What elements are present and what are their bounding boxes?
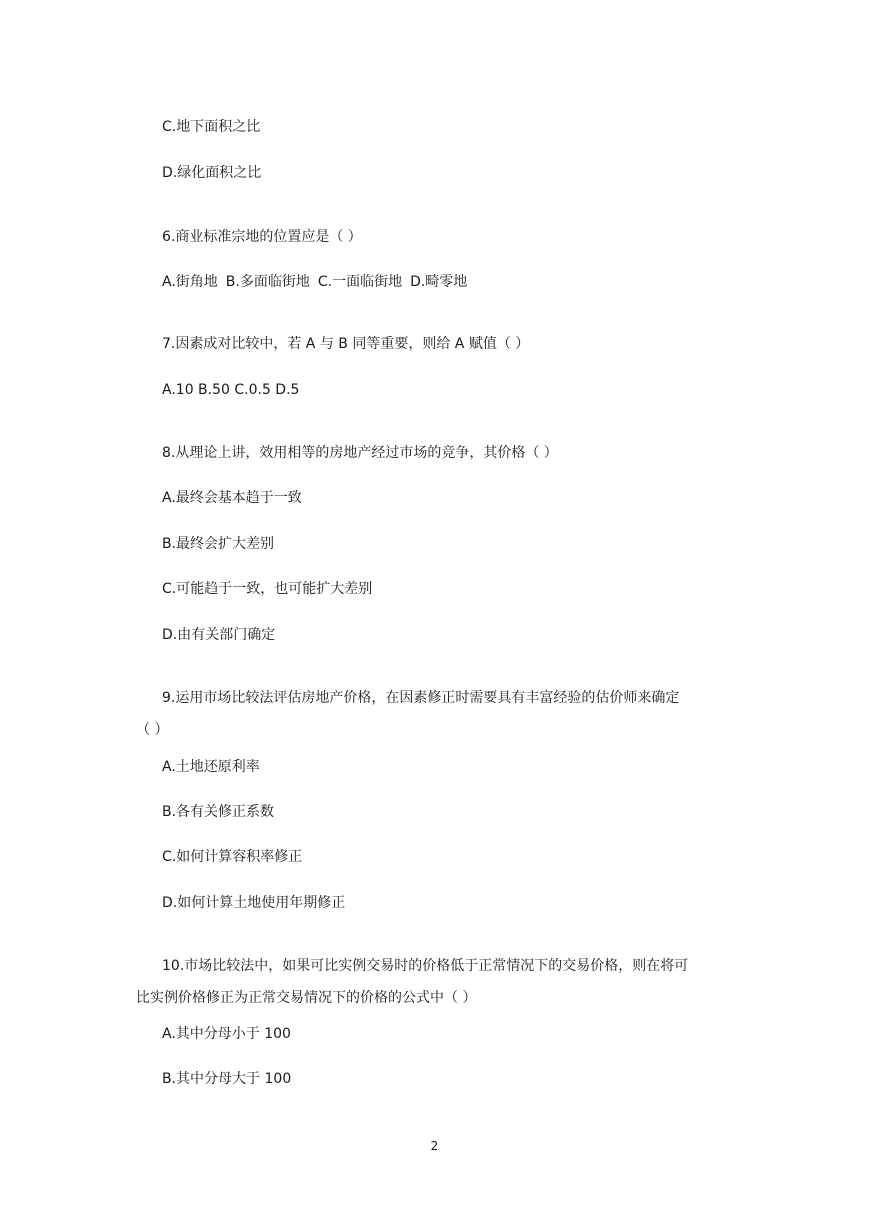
- q5-option-c: C.地下面积之比: [162, 119, 261, 135]
- q8-option-a: A.最终会基本趋于一致: [162, 490, 302, 506]
- q10-option-a: A.其中分母小于 100: [162, 1026, 291, 1042]
- q6-option-d: D.畸零地: [410, 274, 468, 290]
- q7-options: A.10 B.50 C.0.5 D.5: [162, 382, 300, 398]
- q8-option-c: C.可能趋于一致，也可能扩大差别: [162, 581, 373, 597]
- q9-option-c: C.如何计算容积率修正: [162, 849, 303, 865]
- q5-option-d: D.绿化面积之比: [162, 165, 262, 181]
- q6-option-b: B.多面临街地: [225, 274, 310, 290]
- q6-option-c: C.一面临街地: [317, 274, 403, 290]
- q9-option-a: A.土地还原利率: [162, 759, 260, 775]
- q9-stem-line1: 9.运用市场比较法评估房地产价格，在因素修正时需要具有丰富经验的估价师来确定: [162, 690, 680, 706]
- q8-option-b: B.最终会扩大差别: [162, 536, 275, 552]
- q9-stem-line2: （ ）: [136, 722, 169, 738]
- q10-option-b: B.其中分母大于 100: [162, 1071, 292, 1087]
- q8-option-d: D.由有关部门确定: [162, 627, 276, 643]
- q10-stem-line2: 比实例价格修正为正常交易情况下的价格的公式中（ ）: [136, 990, 477, 1006]
- q6-options: [162, 272, 467, 292]
- q8-stem: 8.从理论上讲，效用相等的房地产经过市场的竞争，其价格（ ）: [162, 445, 558, 461]
- q9-option-b: B.各有关修正系数: [162, 804, 275, 820]
- q9-option-d: D.如何计算土地使用年期修正: [162, 895, 346, 911]
- q10-stem-line1: 10.市场比较法中，如果可比实例交易时的价格低于正常情况下的交易价格，则在将可: [162, 958, 689, 974]
- q6-option-a: A.街角地: [162, 274, 218, 290]
- q6-stem: 6.商业标准宗地的位置应是（ ）: [162, 229, 362, 245]
- q7-stem: 7.因素成对比较中，若 A 与 B 同等重要，则给 A 赋值（ ）: [162, 336, 530, 352]
- page-number: 2: [430, 1139, 439, 1153]
